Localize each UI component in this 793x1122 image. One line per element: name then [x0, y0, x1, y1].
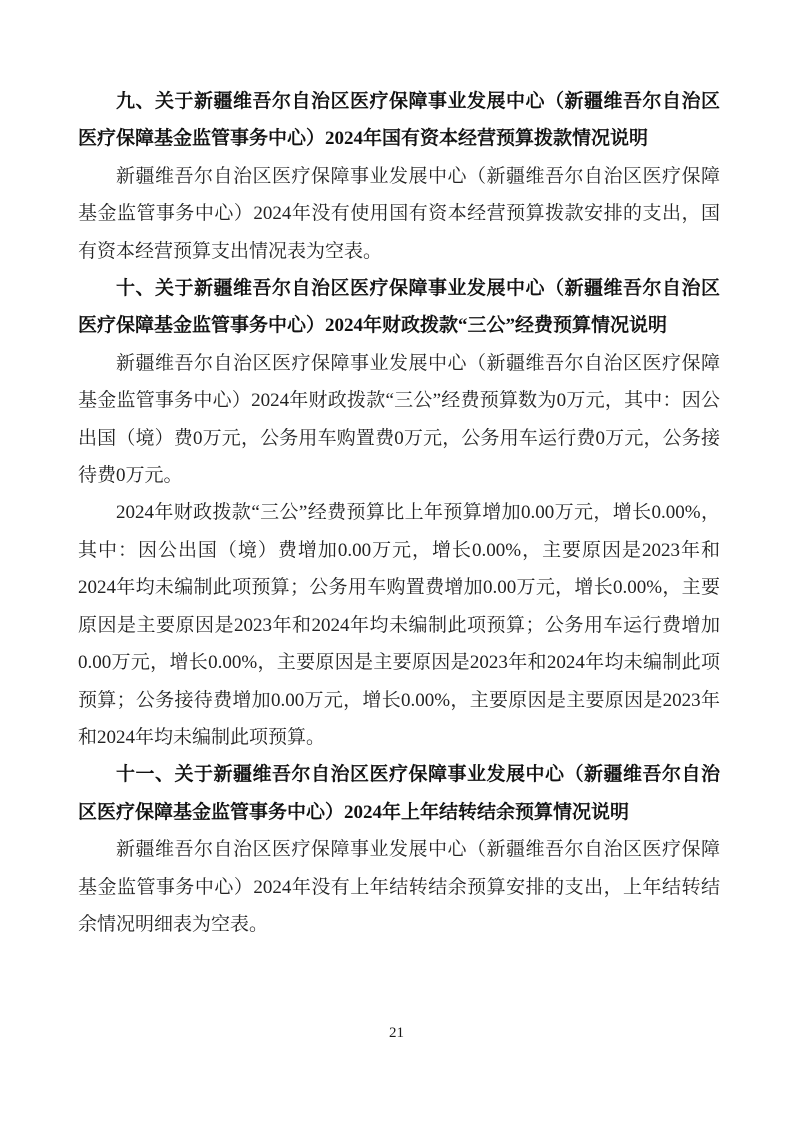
- paragraph: 新疆维吾尔自治区医疗保障事业发展中心（新疆维吾尔自治区医疗保障基金监管事务中心）2024年财政拨款“三公”经费预算数为0万元，其中：因公出国（境）费0万元，公务用车购置费0万元，公务用车运行费0万元，公务接待费0万元。: [78, 352, 720, 487]
- page-number: 21: [389, 1025, 404, 1041]
- section-heading-9: 九、关于新疆维吾尔自治区医疗保障事业发展中心（新疆维吾尔自治区医疗保障基金监管事务中心）2024年国有资本经营预算拨款情况说明: [78, 91, 720, 150]
- paragraph: 新疆维吾尔自治区医疗保障事业发展中心（新疆维吾尔自治区医疗保障基金监管事务中心）2024年没有使用国有资本经营预算拨款安排的支出，国有资本经营预算支出情况表为空表。: [78, 165, 720, 262]
- section-heading-11: 十一、关于新疆维吾尔自治区医疗保障事业发展中心（新疆维吾尔自治区医疗保障基金监管事务中心）2024年上年结转结余预算情况说明: [78, 764, 720, 823]
- paragraph: 2024年财政拨款“三公”经费预算比上年预算增加0.00万元，增长0.00%，其中：因公出国（境）费增加0.00万元，增长0.00%，主要原因是2023年和2024年均未编制此项预算；公务用车购置费增加0.00万元，增长0.00%，主要原因是主要原因是2023年和2024年均未编制此项预算；公务用车运行费增加0.00万元，增长0.00%，主要原因是主要原因是2023年和2024年均未编制此项预算；公务接待费增加0.00万元，增长0.00%，主要原因是主要原因是2023年和2024年均未编制此项预算。: [78, 502, 720, 748]
- paragraph: 新疆维吾尔自治区医疗保障事业发展中心（新疆维吾尔自治区医疗保障基金监管事务中心）2024年没有上年结转结余预算安排的支出，上年结转结余情况明细表为空表。: [78, 839, 720, 935]
- section-heading-10: 十、关于新疆维吾尔自治区医疗保障事业发展中心（新疆维吾尔自治区医疗保障基金监管事务中心）2024年财政拨款“三公”经费预算情况说明: [78, 278, 720, 337]
